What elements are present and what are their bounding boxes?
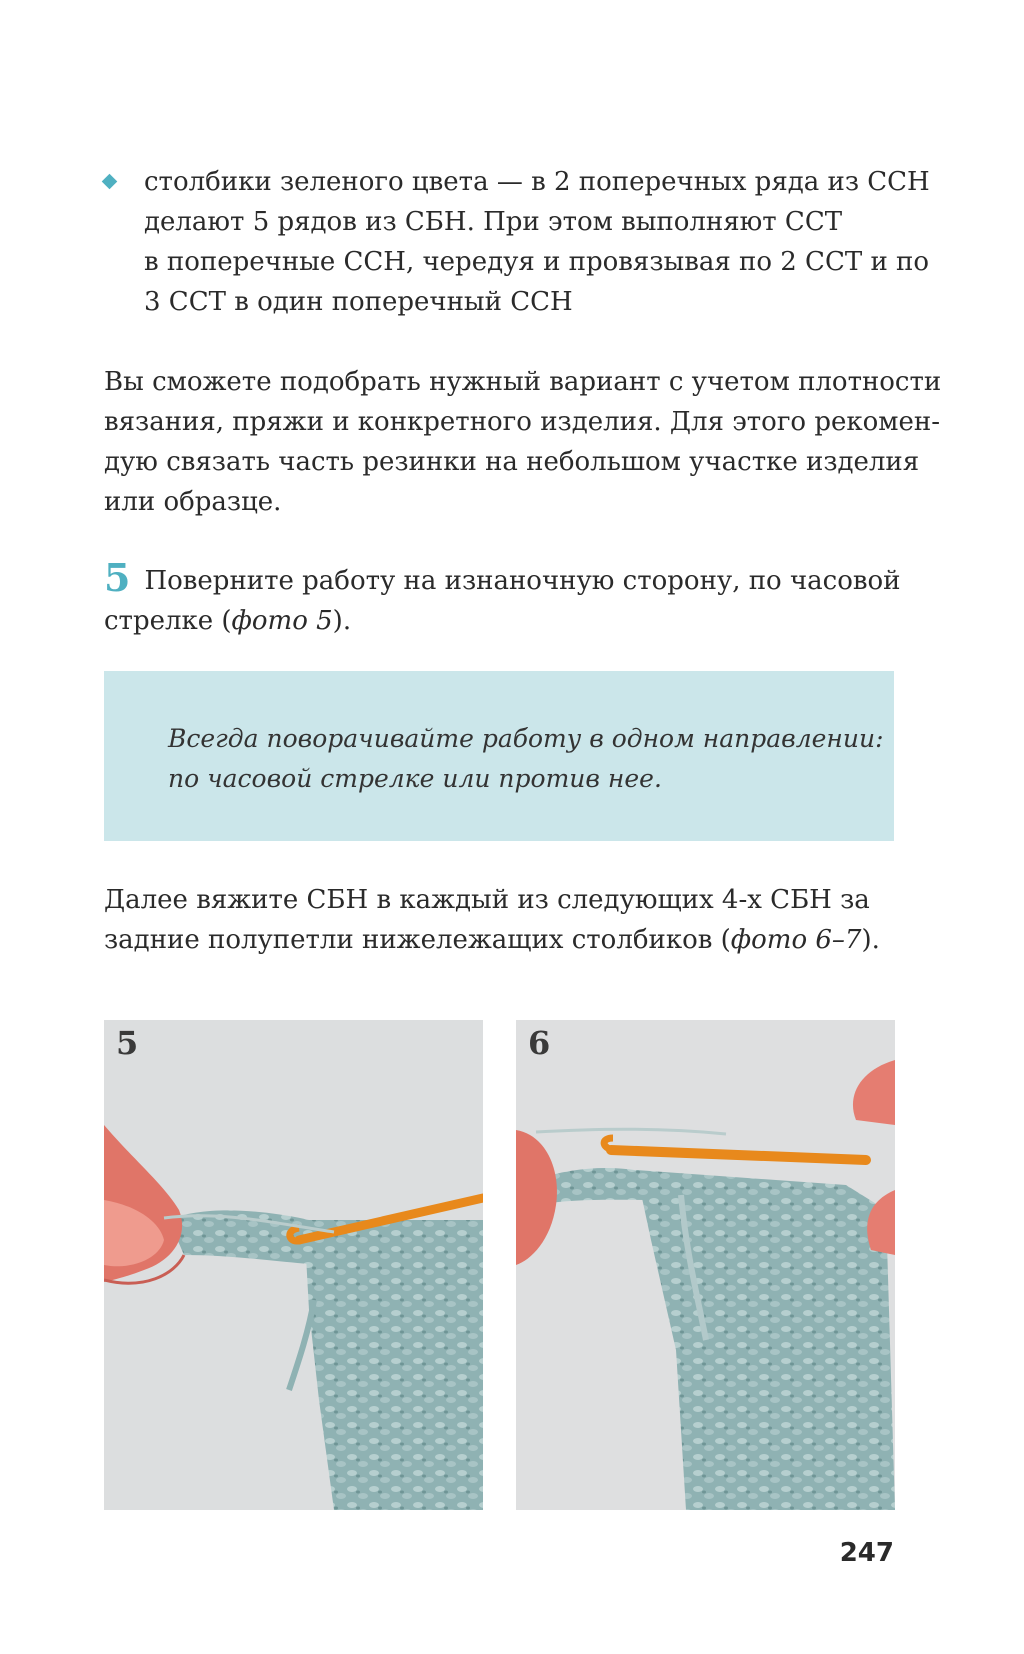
bullet-line: 3 ССТ в один поперечный ССН xyxy=(144,287,573,317)
step-5 xyxy=(104,555,904,641)
diamond-bullet-icon xyxy=(102,174,118,190)
tip-box xyxy=(104,671,894,841)
paragraph-line: Далее вяжите СБН в каждый из следующих 4-х СБН за xyxy=(104,885,870,915)
step-text: ). xyxy=(332,606,352,636)
bullet-line: делают 5 рядов из СБН. При этом выполняют ССТ xyxy=(144,207,843,237)
photo-6 xyxy=(516,1020,895,1510)
bullet-line: в поперечные ССН, чередуя и провязывая по 2 ССТ и по xyxy=(144,247,930,277)
step-number: 5 xyxy=(104,555,131,600)
tip-line: Всегда поворачивайте работу в одном направлении: xyxy=(168,724,884,753)
step-text: Поверните работу на изнаночную сторону, по часовой xyxy=(144,566,901,596)
paragraph-gauge-advice xyxy=(104,362,942,522)
photo-5 xyxy=(104,1020,483,1510)
crochet-photo-illustration xyxy=(516,1020,895,1510)
tip-text xyxy=(168,719,884,799)
bullet-text xyxy=(144,162,930,322)
paragraph-line: вязания, пряжи и конкретного изделия. Для этого рекомен- xyxy=(104,407,941,437)
page-number: 247 xyxy=(839,1538,894,1568)
paragraph-line: Вы сможете подобрать нужный вариант с учетом плотности xyxy=(104,367,942,397)
photo-reference: фото 5 xyxy=(231,606,333,636)
photo-reference: фото 6–7 xyxy=(730,925,862,955)
tip-line: по часовой стрелке или против нее. xyxy=(168,764,662,793)
paragraph-line: дую связать часть резинки на небольшом участке изделия xyxy=(104,447,920,477)
photo-label: 5 xyxy=(116,1024,139,1062)
step-text: стрелке ( xyxy=(104,606,232,636)
paragraph-text: ). xyxy=(861,925,880,955)
step-line-1 xyxy=(104,555,904,601)
photo-label: 6 xyxy=(528,1024,551,1062)
paragraph-line xyxy=(104,920,904,960)
paragraph-line: или образце. xyxy=(104,487,282,517)
crochet-photo-illustration xyxy=(104,1020,483,1510)
step-line-2 xyxy=(104,601,904,641)
paragraph-text: задние полупетли нижележащих столбиков ( xyxy=(104,925,731,955)
paragraph-next-instructions xyxy=(104,880,904,960)
bullet-line: столбики зеленого цвета — в 2 поперечных ряда из ССН xyxy=(144,167,930,197)
